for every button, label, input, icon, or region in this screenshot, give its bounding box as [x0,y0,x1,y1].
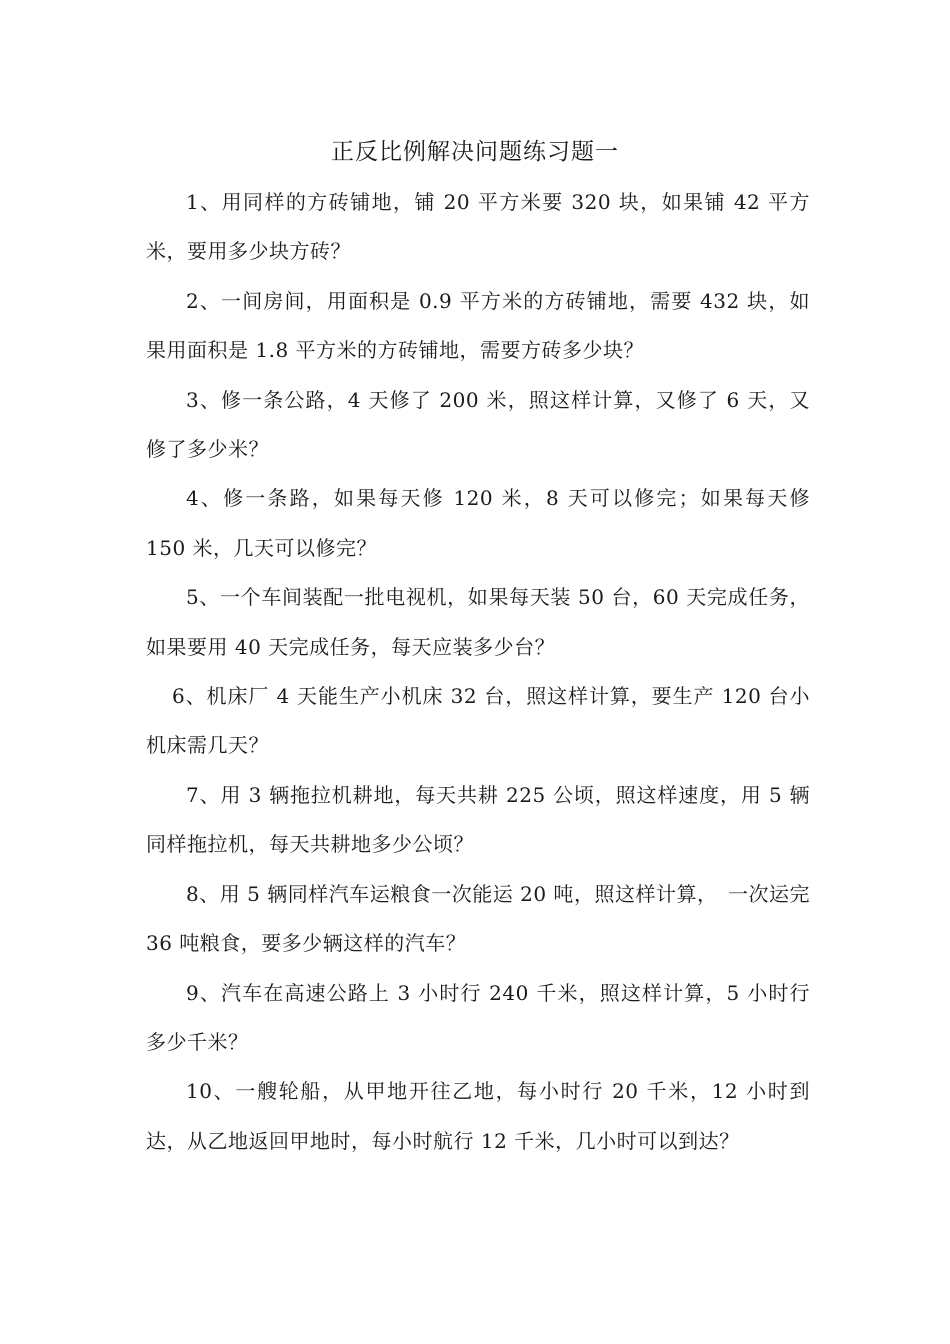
problem-3: 3、修一条公路，4 天修了 200 米，照这样计算，又修了 6 天，又修了多少米？ [146,387,810,462]
problem-2: 2、一间房间，用面积是 0.9 平方米的方砖铺地，需要 432 块，如果用面积是 1.8 平方米的方砖铺地，需要方砖多少块？ [146,288,810,363]
problem-8: 8、用 5 辆同样汽车运粮食一次能运 20 吨，照这样计算， 一次运完 36 吨粮食，要多少辆这样的汽车？ [146,881,810,956]
problem-list [146,178,810,1166]
problem-4: 4、修一条路，如果每天修 120 米，8 天可以修完；如果每天修 150 米，几天可以修完？ [146,486,810,560]
problem-10: 10、一艘轮船，从甲地开往乙地，每小时行 20 千米，12 小时到达，从乙地返回甲地时，每小时航行 12 千米，几小时可以到达？ [146,1079,810,1153]
problem-5: 5、一个车间装配一批电视机，如果每天装 50 台，60 天完成任务，如果要用 40 天完成任务，每天应装多少台？ [146,585,810,659]
problem-6: 6、机床厂 4 天能生产小机床 32 台，照这样计算，要生产 120 台小机床需几天？ [146,684,810,758]
problem-1: 1、用同样的方砖铺地，铺 20 平方米要 320 块，如果铺 42 平方米，要用多少块方砖？ [146,190,810,264]
problem-7: 7、用 3 辆拖拉机耕地，每天共耕 225 公顷，照这样速度，用 5 辆同样拖拉机，每天共耕地多少公顷？ [146,782,810,857]
document-title: 正反比例解决问题练习题一 [331,139,619,165]
problem-9: 9、汽车在高速公路上 3 小时行 240 千米，照这样计算，5 小时行多少千米？ [146,980,810,1054]
